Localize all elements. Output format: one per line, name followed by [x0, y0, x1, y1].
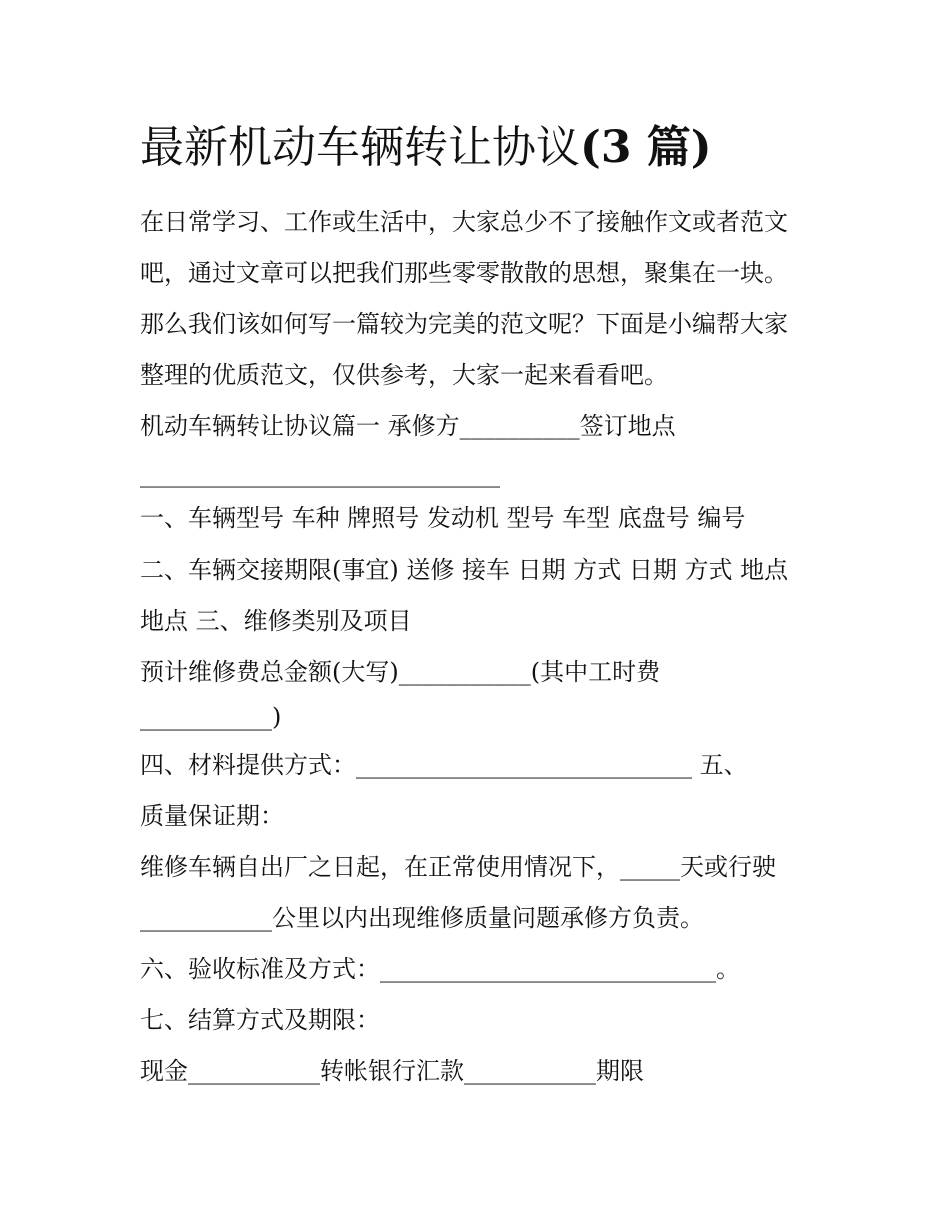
- paragraph-line: 质量保证期：: [140, 802, 284, 830]
- paragraph-line: ___________): [140, 703, 282, 731]
- paragraph-line: 二、车辆交接期限(事宜) 送修 接车 日期 方式 日期 方式 地点: [140, 556, 789, 584]
- title-text: 最新机动车辆转让协议: [140, 122, 580, 173]
- paragraph-line: 整理的优质范文，仅供参考，大家一起来看看吧。: [140, 361, 668, 389]
- page-title: [140, 118, 712, 178]
- title-suffix: (3 篇): [580, 122, 712, 173]
- paragraph-line: 预计维修费总金额(大写)___________(其中工时费: [140, 658, 661, 686]
- paragraph-line: 吧，通过文章可以把我们那些零零散散的思想，聚集在一块。: [140, 259, 788, 287]
- paragraph-line: 那么我们该如何写一篇较为完美的范文呢？下面是小编帮大家: [140, 310, 788, 338]
- paragraph-line: 七、结算方式及期限：: [140, 1006, 380, 1034]
- paragraph-line: 现金___________转帐银行汇款___________期限: [140, 1057, 644, 1085]
- paragraph-line: ___________公里以内出现维修质量问题承修方负责。: [140, 904, 704, 932]
- paragraph-line: 四、材料提供方式：____________________________ 五、: [140, 751, 748, 779]
- paragraph-line: 机动车辆转让协议篇一 承修方__________签订地点: [140, 412, 676, 440]
- paragraph-line: 维修车辆自出厂之日起，在正常使用情况下，_____天或行驶: [140, 853, 776, 881]
- paragraph-line: 一、车辆型号 车种 牌照号 发动机 型号 车型 底盘号 编号: [140, 504, 746, 532]
- paragraph-line: 地点 三、维修类别及项目: [140, 607, 412, 635]
- blank-line: ______________________________: [140, 460, 500, 488]
- paragraph-line: 六、验收标准及方式：____________________________。: [140, 955, 740, 983]
- paragraph-line: 在日常学习、工作或生活中，大家总少不了接触作文或者范文: [140, 208, 788, 236]
